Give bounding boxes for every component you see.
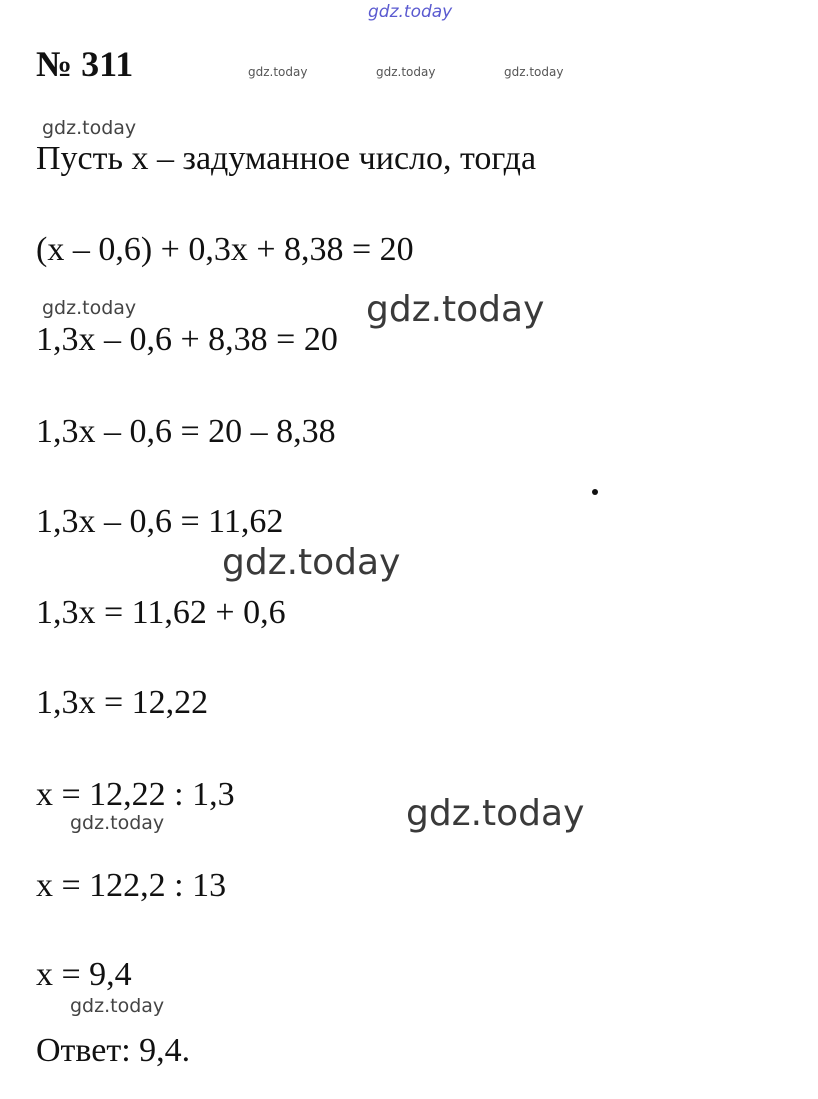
watermark-large-3: gdz.today xyxy=(406,793,585,834)
solution-step-9: x = 9,4 xyxy=(36,956,132,993)
solution-step-8: x = 122,2 : 13 xyxy=(36,867,227,904)
watermark-small-2: gdz.today xyxy=(42,297,137,319)
solution-step-2: 1,3x – 0,6 + 8,38 = 20 xyxy=(36,321,338,358)
watermark-small-3: gdz.today xyxy=(70,812,165,834)
watermark-small-4: gdz.today xyxy=(70,995,165,1017)
stray-dot xyxy=(592,489,598,495)
watermark-top: gdz.today xyxy=(368,2,453,22)
solution-step-3: 1,3x – 0,6 = 20 – 8,38 xyxy=(36,413,336,450)
solution-intro: Пусть x – задуманное число, тогда xyxy=(36,140,537,177)
watermark-tiny-1: gdz.today xyxy=(248,65,308,79)
solution-step-6: 1,3x = 12,22 xyxy=(36,684,209,721)
solution-step-4: 1,3x – 0,6 = 11,62 xyxy=(36,503,284,540)
watermark-large-2: gdz.today xyxy=(222,542,401,583)
watermark-small-1: gdz.today xyxy=(42,117,137,139)
solution-step-5: 1,3x = 11,62 + 0,6 xyxy=(36,594,286,631)
watermark-large-1: gdz.today xyxy=(366,289,545,330)
solution-step-1: (x – 0,6) + 0,3x + 8,38 = 20 xyxy=(36,231,414,268)
problem-number: № 311 xyxy=(36,44,134,84)
solution-step-7: x = 12,22 : 1,3 xyxy=(36,776,235,813)
watermark-tiny-3: gdz.today xyxy=(504,65,564,79)
watermark-tiny-2: gdz.today xyxy=(376,65,436,79)
answer-line: Ответ: 9,4. xyxy=(36,1032,191,1069)
